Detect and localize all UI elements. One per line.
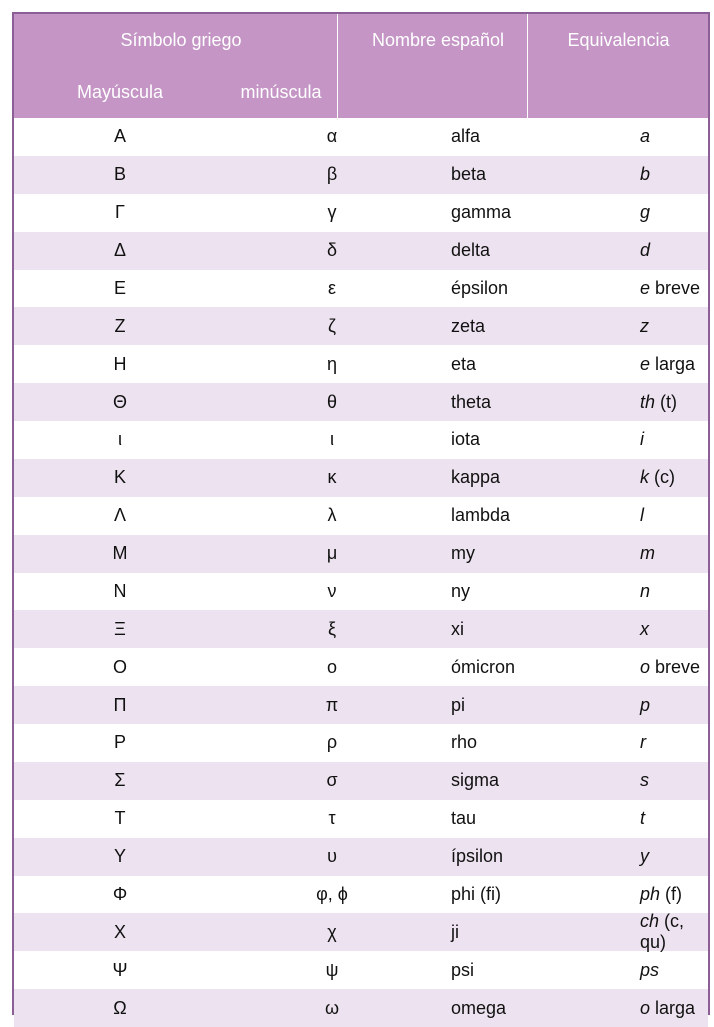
- cell-uppercase: Κ: [113, 467, 126, 488]
- cell-spanish-name: kappa: [451, 467, 501, 488]
- cell-uppercase: Ω: [113, 997, 127, 1018]
- cell-uppercase: Ψ: [112, 959, 128, 980]
- equivalence-italic: r: [640, 732, 646, 753]
- cell-spanish-name: my: [451, 543, 475, 564]
- table-row: [14, 951, 708, 989]
- equivalence-italic: e: [640, 277, 651, 298]
- cell-spanish-name: psi: [451, 959, 475, 980]
- cell-uppercase: Ε: [113, 277, 126, 298]
- cell-spanish-name: beta: [451, 164, 487, 185]
- cell-spanish-name: rho: [451, 732, 478, 753]
- table-row: [14, 270, 708, 308]
- cell-uppercase: Β: [113, 164, 126, 185]
- cell-uppercase: Α: [113, 126, 126, 147]
- cell-spanish-name: delta: [451, 240, 491, 261]
- equivalence-italic: b: [640, 164, 651, 185]
- equivalence-italic: o: [640, 656, 651, 677]
- cell-equivalence: [624, 467, 708, 488]
- cell-lowercase: α: [326, 126, 338, 147]
- equivalence-italic: z: [640, 315, 649, 336]
- cell-equivalence: [624, 505, 708, 526]
- cell-equivalence: [624, 911, 708, 953]
- header-symbol-group: Símbolo griego: [120, 29, 242, 50]
- cell-uppercase: Λ: [113, 505, 127, 526]
- cell-spanish-name: phi (fi): [451, 883, 502, 904]
- cell-lowercase: μ: [326, 543, 338, 564]
- table-row: [14, 497, 708, 535]
- cell-spanish-name: eta: [451, 353, 477, 374]
- cell-uppercase: Μ: [112, 543, 128, 564]
- equivalence-italic: s: [640, 770, 649, 791]
- equivalence-italic: e: [640, 353, 651, 374]
- header-divider: [337, 14, 338, 118]
- cell-equivalence: [624, 846, 708, 867]
- equivalence-italic: ps: [640, 959, 660, 980]
- cell-equivalence: [624, 884, 708, 905]
- cell-uppercase: Ζ: [114, 315, 126, 336]
- cell-equivalence: [624, 581, 708, 602]
- equivalence-note: larga: [650, 997, 696, 1018]
- cell-spanish-name: épsilon: [451, 277, 509, 298]
- cell-lowercase: ω: [324, 997, 340, 1018]
- table-row: [14, 800, 708, 838]
- cell-uppercase: Φ: [112, 883, 128, 904]
- cell-spanish-name: iota: [451, 429, 481, 450]
- cell-uppercase: Θ: [112, 391, 127, 412]
- cell-equivalence: [624, 695, 708, 716]
- equivalence-note: (c, qu): [640, 911, 685, 953]
- cell-equivalence: [624, 732, 708, 753]
- table-row: [14, 648, 708, 686]
- cell-lowercase: θ: [326, 391, 337, 412]
- cell-equivalence: [624, 960, 708, 981]
- cell-equivalence: [624, 619, 708, 640]
- equivalence-italic: i: [640, 429, 644, 450]
- table-row: [14, 194, 708, 232]
- table-row: [14, 118, 708, 156]
- equivalence-note: (t): [655, 391, 678, 412]
- cell-lowercase: σ: [326, 770, 338, 791]
- cell-lowercase: τ: [328, 808, 336, 829]
- equivalence-note: breve: [650, 277, 701, 298]
- equivalence-italic: a: [640, 126, 651, 147]
- table-row: [14, 459, 708, 497]
- cell-spanish-name: xi: [451, 618, 464, 639]
- cell-lowercase: ζ: [328, 315, 336, 336]
- cell-uppercase: Σ: [114, 770, 126, 791]
- cell-uppercase: Τ: [114, 808, 126, 829]
- cell-lowercase: ο: [326, 656, 337, 677]
- header-uppercase: Mayúscula: [76, 81, 164, 102]
- equivalence-italic: n: [640, 580, 651, 601]
- cell-equivalence: [624, 278, 708, 299]
- table-row: [14, 913, 708, 951]
- equivalence-italic: th: [640, 391, 656, 412]
- table-row: [14, 762, 708, 800]
- cell-uppercase: Ξ: [114, 618, 126, 639]
- table-row: [14, 345, 708, 383]
- cell-equivalence: [624, 770, 708, 791]
- table-row: [14, 838, 708, 876]
- greek-alphabet-table: [12, 12, 710, 1018]
- header-divider: [527, 14, 528, 118]
- cell-equivalence: [624, 202, 708, 223]
- equivalence-italic: m: [640, 543, 655, 564]
- cell-spanish-name: pi: [451, 694, 466, 715]
- cell-equivalence: [624, 164, 708, 185]
- cell-uppercase: Ν: [113, 580, 127, 601]
- cell-spanish-name: ípsilon: [451, 846, 504, 867]
- equivalence-italic: x: [640, 618, 649, 639]
- cell-equivalence: [624, 429, 708, 450]
- table-row: [14, 156, 708, 194]
- cell-lowercase: ξ: [327, 618, 337, 639]
- equivalence-italic: g: [640, 202, 651, 223]
- cell-lowercase: δ: [326, 240, 338, 261]
- table-row: [14, 610, 708, 648]
- equivalence-italic: p: [640, 694, 651, 715]
- cell-uppercase: Υ: [113, 846, 126, 867]
- cell-lowercase: π: [325, 694, 339, 715]
- cell-lowercase: χ: [327, 921, 337, 942]
- cell-lowercase: β: [326, 164, 338, 185]
- cell-equivalence: [624, 240, 708, 261]
- table-body: [14, 118, 708, 1027]
- cell-spanish-name: theta: [451, 391, 492, 412]
- cell-spanish-name: alfa: [451, 126, 481, 147]
- cell-lowercase: λ: [327, 505, 337, 526]
- table-row: [14, 724, 708, 762]
- table-row: [14, 573, 708, 611]
- cell-spanish-name: omega: [451, 997, 507, 1018]
- header-equivalence: Equivalencia: [567, 29, 670, 50]
- cell-equivalence: [624, 543, 708, 564]
- table-row: [14, 989, 708, 1027]
- cell-uppercase: Ο: [112, 656, 127, 677]
- cell-spanish-name: tau: [451, 808, 477, 829]
- equivalence-italic: d: [640, 240, 651, 261]
- cell-lowercase: φ, ϕ: [316, 883, 348, 904]
- cell-uppercase: Δ: [113, 240, 127, 261]
- table-row: [14, 307, 708, 345]
- cell-lowercase: η: [326, 353, 337, 374]
- cell-spanish-name: ómicron: [451, 656, 516, 677]
- equivalence-note: (f): [660, 883, 683, 904]
- equivalence-italic: y: [640, 846, 649, 867]
- table-row: [14, 421, 708, 459]
- cell-spanish-name: sigma: [451, 770, 500, 791]
- table-row: [14, 383, 708, 421]
- cell-lowercase: κ: [327, 467, 337, 488]
- cell-spanish-name: zeta: [451, 315, 486, 336]
- cell-uppercase: Χ: [113, 921, 126, 942]
- cell-lowercase: υ: [327, 846, 337, 867]
- table-row: [14, 686, 708, 724]
- cell-equivalence: [624, 126, 708, 147]
- equivalence-note: (c): [649, 467, 675, 488]
- cell-uppercase: Η: [113, 353, 127, 374]
- cell-uppercase: Ρ: [113, 732, 126, 753]
- cell-equivalence: [624, 392, 708, 413]
- equivalence-italic: k: [640, 467, 649, 488]
- equivalence-italic: o: [640, 997, 651, 1018]
- cell-uppercase: Γ: [115, 202, 125, 223]
- table-header: [14, 14, 708, 118]
- cell-spanish-name: ji: [451, 921, 459, 942]
- cell-lowercase: ε: [327, 277, 337, 298]
- equivalence-italic: t: [640, 808, 646, 829]
- cell-equivalence: [624, 808, 708, 829]
- equivalence-italic: ph: [640, 883, 661, 904]
- header-lowercase: minúscula: [240, 81, 322, 102]
- equivalence-note: larga: [650, 353, 696, 374]
- equivalence-italic: ch: [640, 911, 660, 932]
- cell-lowercase: ρ: [326, 732, 338, 753]
- cell-equivalence: [624, 657, 708, 678]
- table-row: [14, 876, 708, 914]
- cell-lowercase: ι: [330, 429, 334, 450]
- cell-lowercase: ν: [327, 580, 337, 601]
- equivalence-note: breve: [650, 656, 701, 677]
- cell-spanish-name: lambda: [451, 505, 511, 526]
- table-row: [14, 232, 708, 270]
- cell-spanish-name: ny: [451, 580, 471, 601]
- table-row: [14, 535, 708, 573]
- cell-uppercase: ι: [118, 429, 122, 450]
- cell-equivalence: [624, 998, 708, 1019]
- cell-uppercase: Π: [113, 694, 127, 715]
- cell-equivalence: [624, 354, 708, 375]
- cell-lowercase: γ: [327, 202, 337, 223]
- cell-spanish-name: gamma: [451, 202, 512, 223]
- cell-lowercase: ψ: [325, 959, 339, 980]
- equivalence-italic: l: [640, 505, 644, 526]
- cell-equivalence: [624, 316, 708, 337]
- header-spanish-name: Nombre español: [371, 29, 505, 50]
